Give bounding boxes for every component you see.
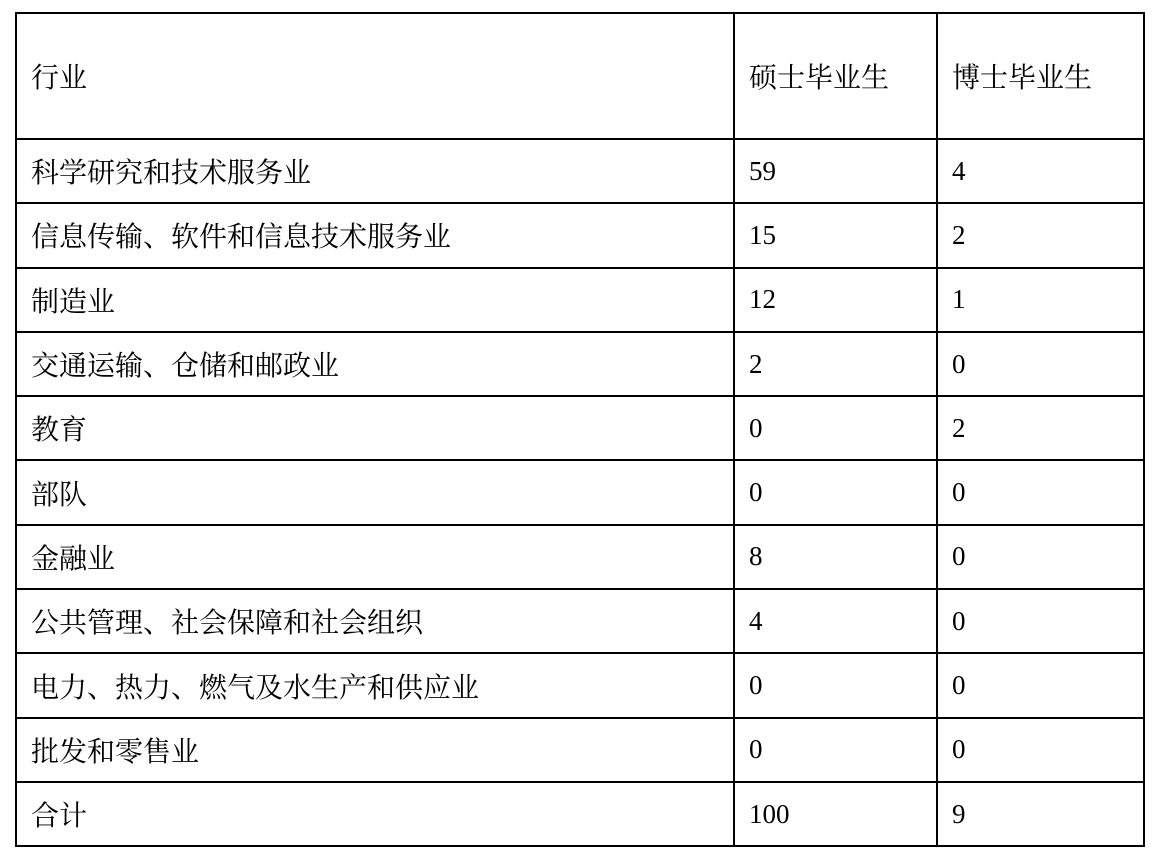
table-row: [16, 718, 1144, 782]
table-row: [16, 396, 1144, 460]
doctoral-count-cell: 0: [937, 525, 1144, 589]
doctoral-count-cell: 0: [937, 718, 1144, 782]
table-row: [16, 139, 1144, 203]
table-row: [16, 525, 1144, 589]
industry-employment-table: [15, 12, 1145, 847]
total-label-cell: 合计: [16, 782, 734, 846]
table-row: [16, 332, 1144, 396]
industry-cell: 信息传输、软件和信息技术服务业: [16, 203, 734, 267]
industry-cell: 科学研究和技术服务业: [16, 139, 734, 203]
industry-cell: 金融业: [16, 525, 734, 589]
header-master-graduates: 硕士毕业生: [734, 13, 937, 139]
master-count-cell: 15: [734, 203, 937, 267]
table-row: [16, 653, 1144, 717]
doctoral-count-cell: 2: [937, 203, 1144, 267]
header-industry: 行业: [16, 13, 734, 139]
master-count-cell: 8: [734, 525, 937, 589]
doctoral-count-cell: 1: [937, 268, 1144, 332]
table-row: [16, 268, 1144, 332]
industry-cell: 教育: [16, 396, 734, 460]
doctoral-count-cell: 0: [937, 460, 1144, 524]
master-count-cell: 0: [734, 460, 937, 524]
doctoral-total-cell: 9: [937, 782, 1144, 846]
industry-cell: 批发和零售业: [16, 718, 734, 782]
master-count-cell: 0: [734, 718, 937, 782]
industry-cell: 公共管理、社会保障和社会组织: [16, 589, 734, 653]
master-count-cell: 12: [734, 268, 937, 332]
header-doctoral-graduates: 博士毕业生: [937, 13, 1144, 139]
master-total-cell: 100: [734, 782, 937, 846]
master-count-cell: 59: [734, 139, 937, 203]
table-total-row: [16, 782, 1144, 846]
table-row: [16, 589, 1144, 653]
doctoral-count-cell: 0: [937, 653, 1144, 717]
master-count-cell: 2: [734, 332, 937, 396]
industry-cell: 电力、热力、燃气及水生产和供应业: [16, 653, 734, 717]
master-count-cell: 0: [734, 653, 937, 717]
doctoral-count-cell: 0: [937, 589, 1144, 653]
master-count-cell: 4: [734, 589, 937, 653]
industry-cell: 部队: [16, 460, 734, 524]
master-count-cell: 0: [734, 396, 937, 460]
doctoral-count-cell: 0: [937, 332, 1144, 396]
industry-cell: 交通运输、仓储和邮政业: [16, 332, 734, 396]
table-row: [16, 460, 1144, 524]
table-row: [16, 203, 1144, 267]
doctoral-count-cell: 2: [937, 396, 1144, 460]
table-header-row: [16, 13, 1144, 139]
doctoral-count-cell: 4: [937, 139, 1144, 203]
industry-cell: 制造业: [16, 268, 734, 332]
